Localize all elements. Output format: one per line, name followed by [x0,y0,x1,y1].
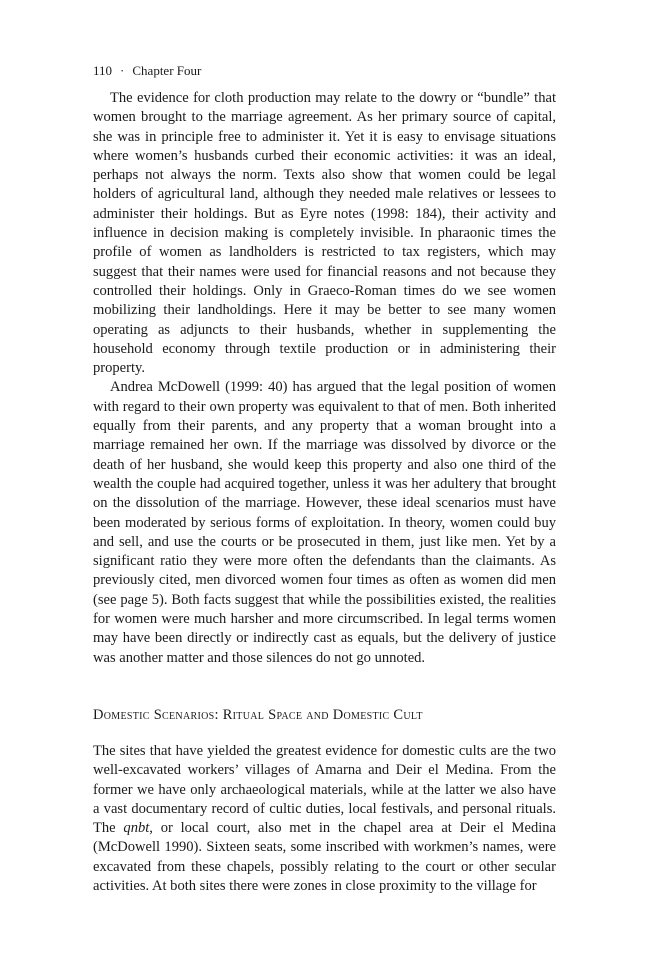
chapter-title: Chapter Four [132,63,202,78]
paragraph-text-part: The sites that have yielded the greatest evidence for domestic cults are the two well-excavated workers’ villages of Amarna and Deir el Medina. From the former we have only archaeological materials, while at the latter we also have a vast documentary record of cultic duties, local festivals, and personal rituals. The [93,742,556,837]
italic-term: qnbt [123,820,150,837]
body-text [93,89,556,896]
paragraph-text-part: , or local court, also met in the chapel area at Deir el Medina (McDowell 1990). Sixteen seats, some inscribed with workmen’s names, were excavated from these chapels, possibly relating to the court or other secular activities. At both sites there were zones in close proximity to the village for [93,820,556,894]
running-head [93,62,556,80]
paragraph-cloth-production: The evidence for cloth production may relate to the dowry or “bundle” that women brought to the marriage agreement. As her primary source of capital, she was in principle free to administer it. Yet it is easy to envisage situations where women’s husbands curbed their economic activities: it was an ideal, perhaps not always the norm. Texts also show that women could be legal holders of agricultural land, although they needed male relatives or lessees to administer their holdings. But as Eyre notes (1998: 184), their activity and influence in decision making is completely invisible. In pharaonic times the profile of women as landholders is restricted to tax registers, which may suggest that their names were used for financial reasons and not because they controlled their holdings. Only in Graeco-Roman times do we see women mobilizing their landholdings. Here it may be better to see many women operating as adjuncts to their husbands, whether in supplementing the household economy through textile production or in administering their property. [93,90,556,377]
paragraph-mcdowell: Andrea McDowell (1999: 40) has argued that the legal position of women with regard to their own property was equivalent to that of men. Both inherited equally from their parents, and any property that a woman brought into a marriage remained her own. If the marriage was dissolved by divorce or the death of her husband, she would keep this property and also one third of the wealth the couple had acquired together, unless it was her adultery that brought on the dissolution of the marriage. However, these ideal scenarios must have been moderated by serious forms of exploitation. In theory, women could buy and sell, and use the courts or be prosecuted in them, just like men. Yet by a significant ratio they were more often the defendants than the claimants. As previously cited, men divorced women four times as often as women did men (see page 5). Both facts suggest that while the possibilities existed, the realities for women were much harsher and more circumscribed. In legal terms women may have been directly or indirectly cast as equals, but the delivery of justice was another matter and those silences do not go unnoted. [93,379,556,666]
page-number: 110 [93,63,113,78]
running-head-separator: · [120,63,125,78]
paragraph-domestic-cults [93,742,556,896]
book-page [93,62,556,896]
section-heading: Domestic Scenarios: Ritual Space and Domestic Cult [93,706,423,723]
